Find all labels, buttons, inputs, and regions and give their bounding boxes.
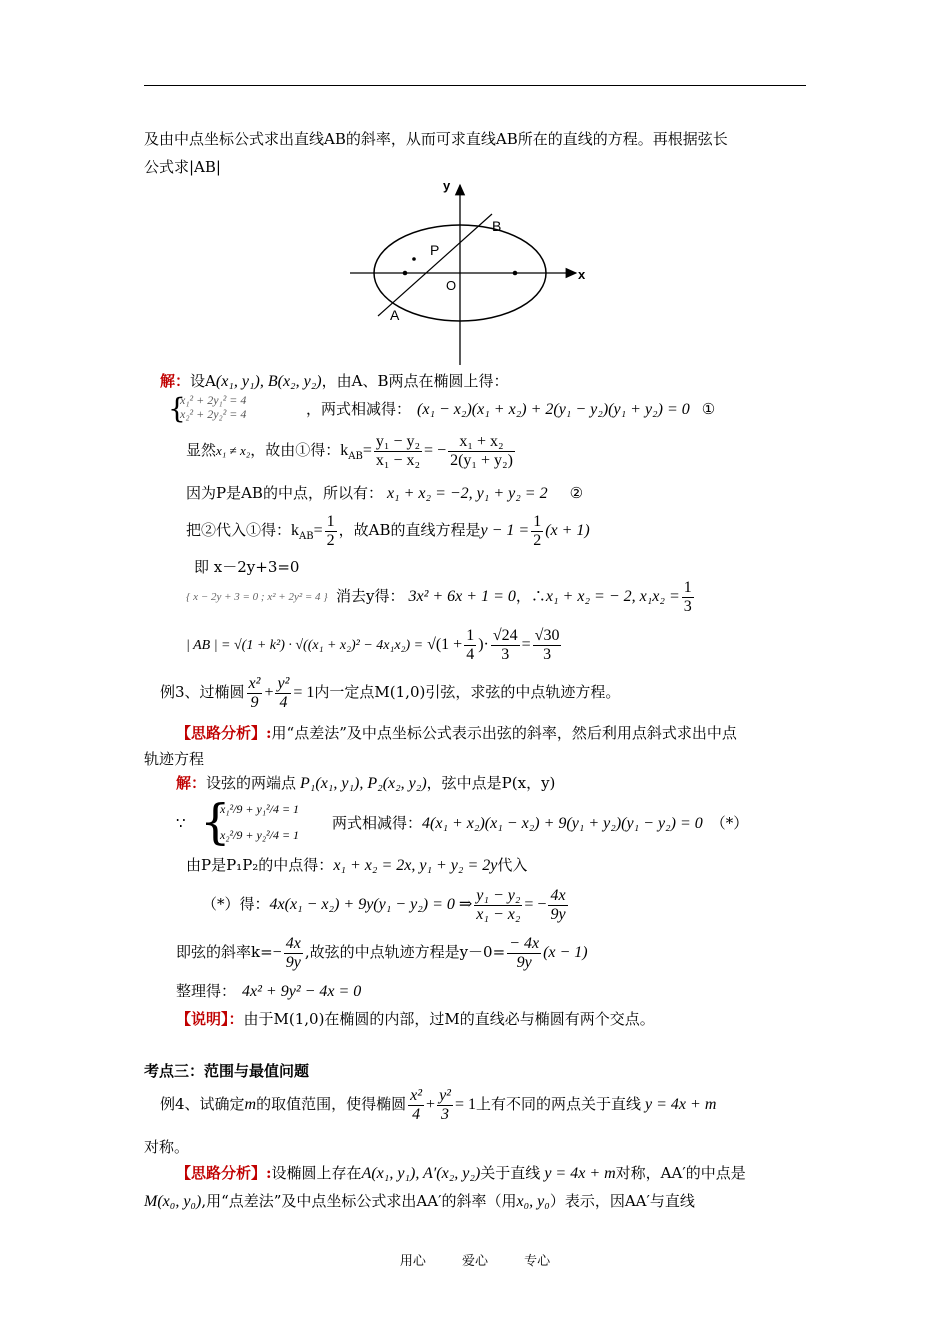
ex2-line-3: 显然x₁ ≠ x₂，故由①得：$k_{AB}=$ $\frac{\text{y₁ − y₂}}{\text{x₁ − x₂}}$ = − $\frac{\text{x₁ + x₂}}{\text{2(y₁ + y₂)}}$	[186, 432, 513, 469]
page-footer	[0, 1250, 950, 1269]
ex4-title: 例4、试确定m的取值范围，使得椭圆 $\frac{\text{x²}}{4}$ + $\frac{\text{y²}}{3}$ = 1上有不同的两点关于直线 y = 4x + m	[160, 1086, 717, 1123]
solution-label: 解：	[160, 372, 191, 390]
y-axis-label: y	[443, 178, 451, 193]
ex3-analysis-2: 轨迹方程	[144, 750, 205, 768]
ex3-note: 【说明】：由于M(1,0)在椭圆的内部，过M的直线必与椭圆有两个交点。	[176, 1010, 655, 1028]
chord-ab	[378, 214, 492, 316]
header-rule	[144, 85, 806, 86]
point-p-label: P	[430, 242, 440, 258]
focus-right	[513, 271, 518, 276]
ex4-title-2: 对称。	[144, 1138, 190, 1156]
x-axis-label: x	[578, 267, 586, 282]
ex3-sol-line-6: 整理得： 4x² + 9y² − 4x = 0	[176, 982, 362, 1000]
ex3-system: ∵ { x₁²/9 + y₁²/4 = 1 x₂²/9 + y₂²/4 = 1	[176, 794, 300, 850]
ex2-line-6: 即 x－2y+3=0	[194, 558, 300, 576]
footer-word-2: 爱心	[461, 1254, 488, 1269]
intro-line-2: 公式求|AB|	[144, 158, 221, 176]
ex2-line-7: { x − 2y + 3 = 0 ; x² + 2y² = 4 } 消去y得： 3x² + 6x + 1 = 0，∴x₁ + x₂ = − 2, x₁x₂ = $\frac{1}{3}$	[186, 578, 692, 615]
footer-word-3: 专心	[524, 1254, 551, 1269]
section-heading: 考点三：范围与最值问题	[144, 1062, 310, 1080]
footer-word-1: 用心	[399, 1254, 426, 1269]
point-a-label: A	[390, 307, 400, 323]
point-b-label: B	[492, 218, 502, 234]
point-p	[412, 257, 416, 261]
ex3-analysis: 【思路分析】:用“点差法”及中点坐标公式表示出弦的斜率，然后利用点斜式求出中点	[176, 724, 737, 742]
ex3-sol-line-2: 两式相减得：4(x₁ + x₂)(x₁ − x₂) + 9(y₁ + y₂)(y₁ − y₂) = 0 （*）	[332, 814, 749, 832]
intro-line-1: 及由中点坐标公式求出直线AB的斜率，从而可求直线AB所在的直线的方程。再根据弦长	[144, 130, 728, 148]
ellipse-figure	[340, 175, 600, 370]
ex3-title: 例3、过椭圆 $\frac{\text{x²}}{9}$ + $\frac{\text{y²}}{4}$ = 1内一定点M(1,0)引弦，求弦的中点轨迹方程。	[160, 674, 621, 711]
ex3-sol-line-4: （*）得：4x(x₁ − x₂) + 9y(y₁ − y₂) = 0 ⇒ $\frac{\text{y₁ − y₂}}{\text{x₁ − x₂}}$ = − $\frac{4x}{9y}$	[202, 886, 566, 923]
ex2-line-2: ，两式相减得： (x₁ − x₂)(x₁ + x₂) + 2(y₁ − y₂)(y₁ + y₂) = 0 ①	[306, 400, 716, 418]
ex3-sol-line-5: 即弦的斜率k=− $\frac{4x}{9y}$ ,故弦的中点轨迹方程是y－0= $\frac{- 4x}{9y}$ (x − 1)	[176, 934, 588, 971]
ex2-line-4: 因为P是AB的中点，所以有： x₁ + x₂ = −2, y₁ + y₂ = 2 ②	[186, 484, 584, 502]
origin-label: O	[446, 278, 457, 293]
ex3-sol-line-1: 解：设弦的两端点 P₁(x₁, y₁), P₂(x₂, y₂)，弦中点是P(x，y)	[176, 774, 556, 792]
ex4-analysis-2: M(x₀, y₀),用“点差法”及中点坐标公式求出AA′的斜率（用x₀, y₀）表示，因AA′与直线	[144, 1192, 695, 1210]
ex2-line-5: 把②代入①得：$k_{AB}=$ $\frac{1}{2}$ ，故AB的直线方程是y − 1 = $\frac{1}{2}$ (x + 1)	[186, 512, 590, 549]
ex2-line-1: 解：设A(x₁, y₁), B(x₂, y₂)，由A、B两点在椭圆上得：	[160, 372, 509, 390]
ex4-analysis-1: 【思路分析】:设椭圆上存在A(x₁, y₁), A′(x₂, y₂)关于直线 y = 4x + m对称，AA′的中点是	[176, 1164, 746, 1182]
ex2-line-8: | AB | = √(1 + k²) · √((x₁ + x₂)² − 4x₁x₂) = √(1 + $\frac{1}{4}$ )· $\frac{√24}{3}$ = $\frac{√30}{3}$	[186, 626, 560, 663]
focus-left	[403, 271, 408, 276]
ex3-sol-line-3: 由P是P₁P₂的中点得：x₁ + x₂ = 2x, y₁ + y₂ = 2y代入	[186, 856, 528, 874]
